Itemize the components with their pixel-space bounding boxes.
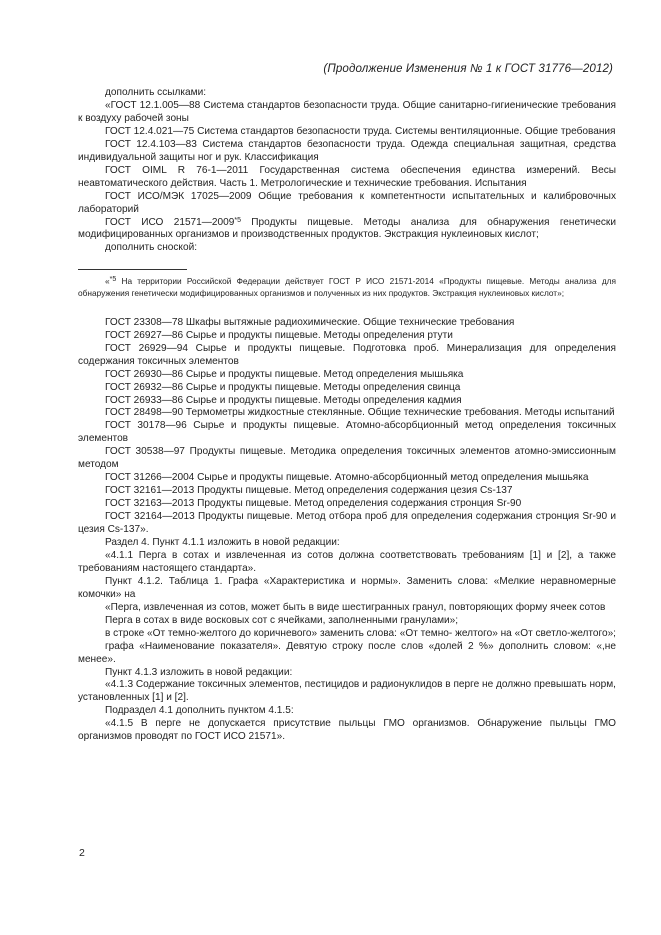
paragraph: ГОСТ 12.4.021—75 Система стандартов безопасности труда. Системы вентиляционные. Общие требования: [105, 125, 616, 137]
paragraph: ГОСТ 32163—2013 Продукты пищевые. Метод определения содержания стронция Sr-90: [105, 498, 522, 510]
paragraph: «4.1.1 Перга в сотах и извлеченная из сотов должна соответствовать требованиям [1] и [2], а также требованиям настоящего стандарта».: [78, 549, 616, 574]
paragraph: «4.1.3 Содержание токсичных элементов, пестицидов и радионуклидов в перге не должно превышать норм, установленных [1] и [2].: [78, 679, 616, 704]
footnote: «$^{*5}$ На территории Российской Федерации действует ГОСТ Р ИСО 21571-2014 «Продукты пищевые. Методы анализа для обнаружения генетически модифицированных организмов и полученных из них продуктов. Экстракция нуклеиновых кислот»;: [78, 276, 616, 298]
paragraph: ГОСТ 26932—86 Сырье и продукты пищевые. Методы определения свинца: [105, 381, 461, 393]
paragraph: дополнить сноской:: [105, 242, 198, 254]
paragraph: ГОСТ 26930—86 Сырье и продукты пищевые. Метод определения мышьяка: [105, 368, 464, 380]
page-number: 2: [79, 847, 85, 859]
paragraph-iso: ГОСТ ИСО 21571—2009$^{*5}$ Продукты пищевые. Методы анализа для обнаружения генетически модифицированных организмов и производственных продуктов. Экстракция нуклеиновых кислот;: [78, 216, 616, 241]
paragraph: ГОСТ 23308—78 Шкафы вытяжные радиохимические. Общие технические требования: [105, 316, 515, 328]
footnote-marker: *5: [234, 216, 241, 224]
paragraph: «Перга, извлеченная из сотов, может быть в виде шестигранных гранул, повторяющих форму ячеек сотов: [105, 601, 606, 613]
paragraph: ГОСТ ИСО/МЭК 17025—2009 Общие требования к компетентности испытательных и калибровочных лабораторий: [78, 190, 616, 215]
paragraph: Перга в сотах в виде восковых сот с ячейками, заполненными гранулами»;: [105, 614, 459, 626]
paragraph: Пункт 4.1.2. Таблица 1. Графа «Характеристика и нормы». Заменить слова: «Мелкие неравномерные комочки» на: [78, 575, 616, 600]
paragraph: ГОСТ 32164—2013 Продукты пищевые. Метод отбора проб для определения содержания стронция Sr-90 и цезия Cs-137».: [78, 511, 616, 536]
paragraph: ГОСТ 32161—2013 Продукты пищевые. Метод определения содержания цезия Cs-137: [105, 485, 513, 497]
paragraph: дополнить ссылками:: [105, 87, 207, 98]
footnote-divider: [78, 269, 187, 270]
paragraph: ГОСТ OIML R 76-1—2011 Государственная система обеспечения единства измерений. Весы неавтоматического действия. Часть 1. Метрологические и технические требования. Испытания: [78, 164, 616, 189]
paragraph: ГОСТ 12.4.103—83 Система стандартов безопасности труда. Одежда специальная защитная, средства индивидуальной защиты ног и рук. Классификация: [78, 138, 616, 163]
paragraph: ГОСТ 26933—86 Сырье и продукты пищевые. Методы определения кадмия: [105, 394, 462, 406]
paragraph: ГОСТ 30538—97 Продукты пищевые. Методика определения токсичных элементов атомно-эмиссионным методом: [78, 446, 616, 471]
footnote-marker: *5: [109, 276, 117, 284]
paragraph: Пункт 4.1.3 изложить в новой редакции:: [105, 666, 293, 678]
paragraph: Подраздел 4.1 дополнить пунктом 4.1.5:: [105, 705, 294, 717]
paragraph: «4.1.5 В перге не допускается присутствие пыльцы ГМО организмов. Обнаружение пыльцы ГМО организмов проводят по ГОСТ ИСО 21571».: [78, 718, 616, 743]
paragraph: графа «Наименование показателя». Девятую строку после слов «долей 2 %» дополнить словом: «,не менее».: [78, 640, 616, 665]
document-body: [78, 87, 616, 744]
paragraph: ГОСТ 31266—2004 Сырье и продукты пищевые. Атомно-абсорбционный метод определения мышьяка: [105, 472, 589, 484]
paragraph: ГОСТ 30178—96 Сырье и продукты пищевые. Атомно-абсорбционный метод определения токсичных элементов: [78, 420, 616, 445]
paragraph: ГОСТ 26929—94 Сырье и продукты пищевые. Подготовка проб. Минерализация для определения содержания токсичных элементов: [78, 342, 616, 367]
paragraph: в строке «От темно-желтого до коричневого» заменить слова: «От темно- желтого» на «От светло-желтого»;: [105, 627, 616, 639]
running-header: (Продолжение Изменения № 1 к ГОСТ 31776—2012): [323, 62, 613, 75]
paragraph: «ГОСТ 12.1.005—88 Система стандартов безопасности труда. Общие санитарно-гигиенические требования к воздуху рабочей зоны: [78, 99, 616, 124]
paragraph: ГОСТ 26927—86 Сырье и продукты пищевые. Методы определения ртути: [105, 329, 453, 341]
paragraph: Раздел 4. Пункт 4.1.1 изложить в новой редакции:: [105, 537, 340, 548]
paragraph: ГОСТ 28498—90 Термометры жидкостные стеклянные. Общие технические требования. Методы испытаний: [105, 407, 615, 419]
